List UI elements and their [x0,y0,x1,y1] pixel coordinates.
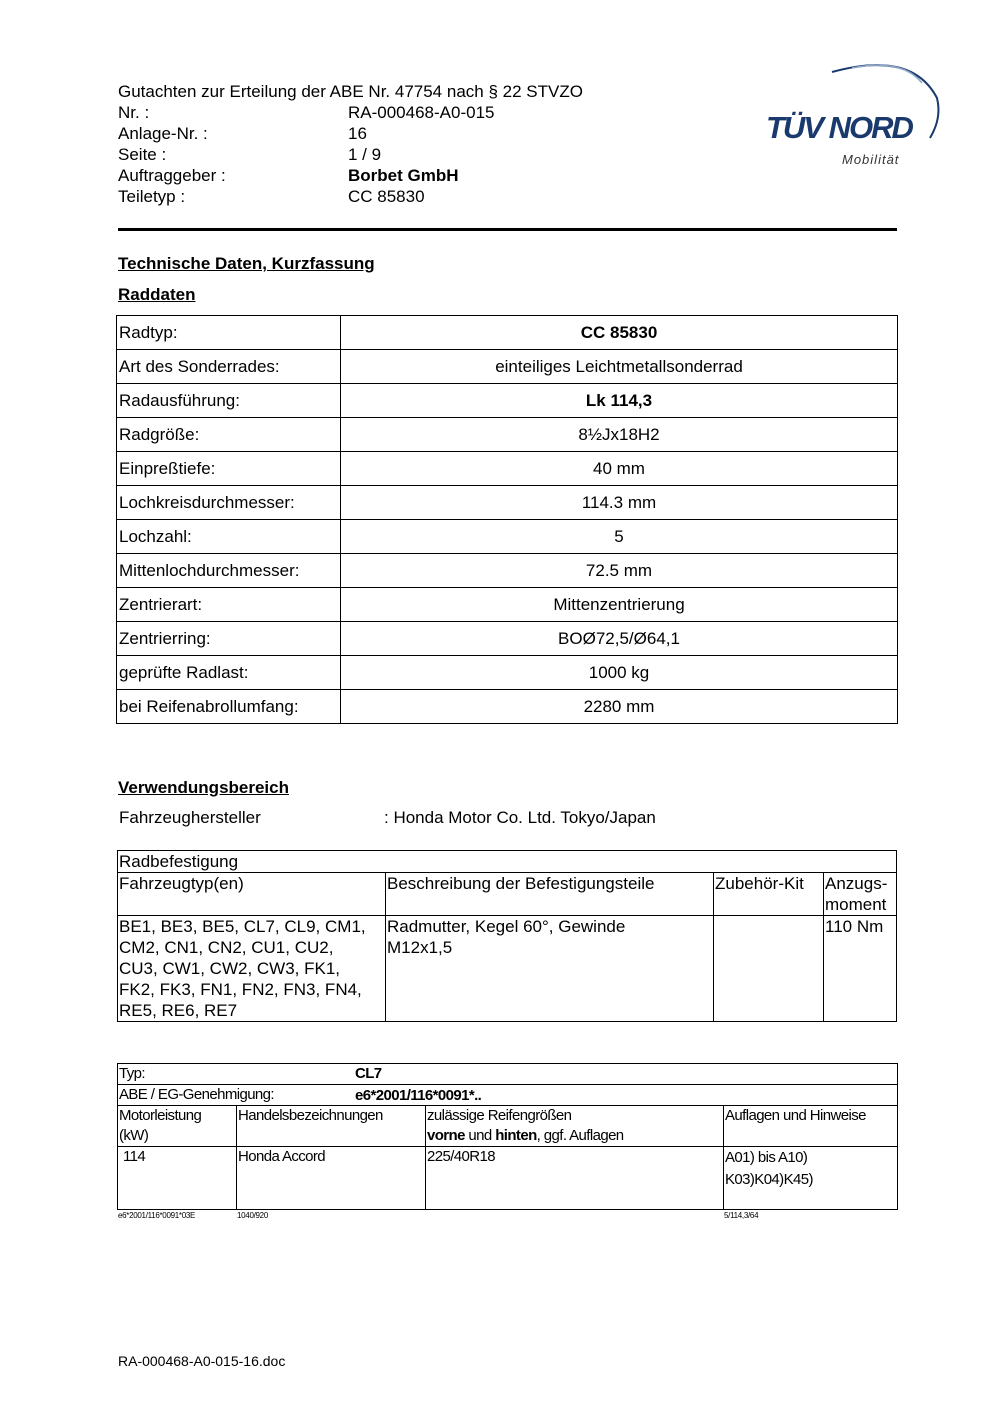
radbefestigung-table [117,850,897,1022]
table-row [117,350,898,384]
header-value-teiletyp: CC 85830 [348,187,425,206]
col-motorleistung [118,1106,237,1147]
header-value-nr: RA-000468-A0-015 [348,103,495,122]
label-abrollumfang: bei Reifenabrollumfang: [117,690,341,724]
table-row [117,554,898,588]
header-label-teiletyp: Teiletyp : [118,187,186,206]
typen-line: RE5, RE6, RE7 [119,1001,238,1020]
label-radlast: geprüfte Radlast: [117,656,341,690]
value-art: einteiliges Leichtmetallsonderrad [341,350,898,384]
typ-row [118,1064,898,1085]
label-zentrierart: Zentrierart: [117,588,341,622]
col-reifengroessen [426,1106,724,1147]
table-row [117,316,898,350]
value-radlast: 1000 kg [341,656,898,690]
value-radgroesse: 8½Jx18H2 [341,418,898,452]
col-beschreibung: Beschreibung der Befestigungsteile [386,873,714,916]
abe-value: e6*2001/116*0091*.. [355,1087,482,1104]
auflagen-line2: K03)K04)K45) [725,1171,813,1188]
table-row [118,1147,898,1210]
label-radausfuehrung: Radausführung: [117,384,341,418]
value-lochzahl: 5 [341,520,898,554]
table-row [117,384,898,418]
value-radtyp: CC 85830 [341,316,898,350]
table-row [117,418,898,452]
beschreibung-line: Radmutter, Kegel 60°, Gewinde [387,917,626,936]
footer-filename: RA-000468-A0-015-16.doc [118,1353,286,1369]
cell-reifen: 225/40R18 [426,1147,724,1210]
col-fahrzeugtyp: Fahrzeugtyp(en) [118,873,386,916]
tiny-note-c: 5/114,3/64 [724,1211,759,1220]
col-zubehoer: Zubehör-Kit [714,873,824,916]
table-header-row [118,1106,898,1147]
tiny-note-b: 1040/920 [237,1211,268,1220]
value-mittenloch: 72.5 mm [341,554,898,588]
header-label-seite: Seite : [118,145,167,164]
value-lochkreis: 114.3 mm [341,486,898,520]
tuv-nord-logo [762,58,942,173]
label-zentrierring: Zentrierring: [117,622,341,656]
label-mittenloch: Mittenlochdurchmesser: [117,554,341,588]
table-row [117,656,898,690]
col-motor-line1: Motorleistung [119,1107,202,1124]
table-row [118,851,897,873]
raddaten-heading: Raddaten [118,285,196,304]
col-handelsbezeichnungen: Handelsbezeichnungen [237,1106,426,1147]
cell-anzug: 110 Nm [824,916,897,1022]
table-row [118,1085,898,1106]
table-row [117,520,898,554]
table-row [117,622,898,656]
raddaten-table [116,315,898,724]
value-radausfuehrung: Lk 114,3 [341,384,898,418]
table-row [118,1064,898,1085]
table-row [118,916,897,1022]
typ-value: CL7 [355,1065,382,1082]
cell-beschreibung [386,916,714,1022]
verwendungsbereich-heading: Verwendungsbereich [118,778,289,797]
typen-line: CM2, CN1, CN2, CU1, CU2, [119,938,334,957]
header-value-anlage: 16 [348,124,367,143]
col-motor-line2: (kW) [119,1127,149,1144]
cell-handel: Honda Accord [237,1147,426,1210]
abe-label: ABE / EG-Genehmigung: [119,1086,274,1103]
label-radtyp: Radtyp: [117,316,341,350]
table-row [117,452,898,486]
label-art: Art des Sonderrades: [117,350,341,384]
reifen-und: und [464,1127,496,1144]
typen-line: FK2, FK3, FN1, FN2, FN3, FN4, [119,980,362,999]
header-label-auftraggeber: Auftraggeber : [118,166,226,185]
reifen-vorne: vorne [427,1127,465,1144]
header-divider [118,228,897,231]
typen-line: CU3, CW1, CW2, CW3, FK1, [119,959,341,978]
header-value-auftraggeber: Borbet GmbH [348,166,459,185]
label-lochkreis: Lochkreisdurchmesser: [117,486,341,520]
value-zentrierring: BOØ72,5/Ø64,1 [341,622,898,656]
label-radgroesse: Radgröße: [117,418,341,452]
header-value-seite: 1 / 9 [348,145,382,164]
cell-fahrzeugtypen [118,916,386,1022]
value-einpresstiefe: 40 mm [341,452,898,486]
table-row [117,690,898,724]
typ-table [117,1063,898,1210]
hersteller-value: : Honda Motor Co. Ltd. Tokyo/Japan [384,808,656,827]
logo-brand: TÜV NORD [766,110,912,145]
typ-label: Typ: [119,1065,145,1082]
cell-zubehoer [714,916,824,1022]
table-header-row [118,873,897,916]
value-zentrierart: Mittenzentrierung [341,588,898,622]
typen-line: BE1, BE3, BE5, CL7, CL9, CM1, [119,917,366,936]
table-row [117,588,898,622]
label-einpresstiefe: Einpreßtiefe: [117,452,341,486]
reifen-rest: , ggf. Auflagen [536,1127,624,1144]
col-anzugsmoment [824,873,897,916]
col-reifen-line2 [427,1126,722,1146]
reifen-hinten: hinten [495,1127,537,1144]
report-title: Gutachten zur Erteilung der ABE Nr. 47754 nach § 22 STVZO [118,82,583,101]
col-auflagen: Auflagen und Hinweise [724,1106,898,1147]
tiny-note-a: e6*2001/116*0091*03E [118,1211,196,1220]
technische-daten-heading: Technische Daten, Kurzfassung [118,254,375,273]
header-label-nr: Nr. : [118,103,150,122]
auflagen-line1: A01) bis A10) [725,1149,808,1166]
hersteller-label: Fahrzeughersteller [119,808,261,827]
cell-auflagen [724,1147,898,1210]
logo-sub: Mobilität [842,152,900,167]
col-anzug-line2: moment [825,895,887,914]
beschreibung-line: M12x1,5 [387,938,453,957]
abe-row [118,1085,898,1106]
col-anzug-line1: Anzugs- [825,874,888,893]
label-lochzahl: Lochzahl: [117,520,341,554]
cell-motor: 114 [118,1147,237,1210]
radbefestigung-title: Radbefestigung [118,851,897,873]
header-label-anlage: Anlage-Nr. : [118,124,208,143]
value-abrollumfang: 2280 mm [341,690,898,724]
col-reifen-line1: zulässige Reifengrößen [427,1107,572,1124]
table-row [117,486,898,520]
